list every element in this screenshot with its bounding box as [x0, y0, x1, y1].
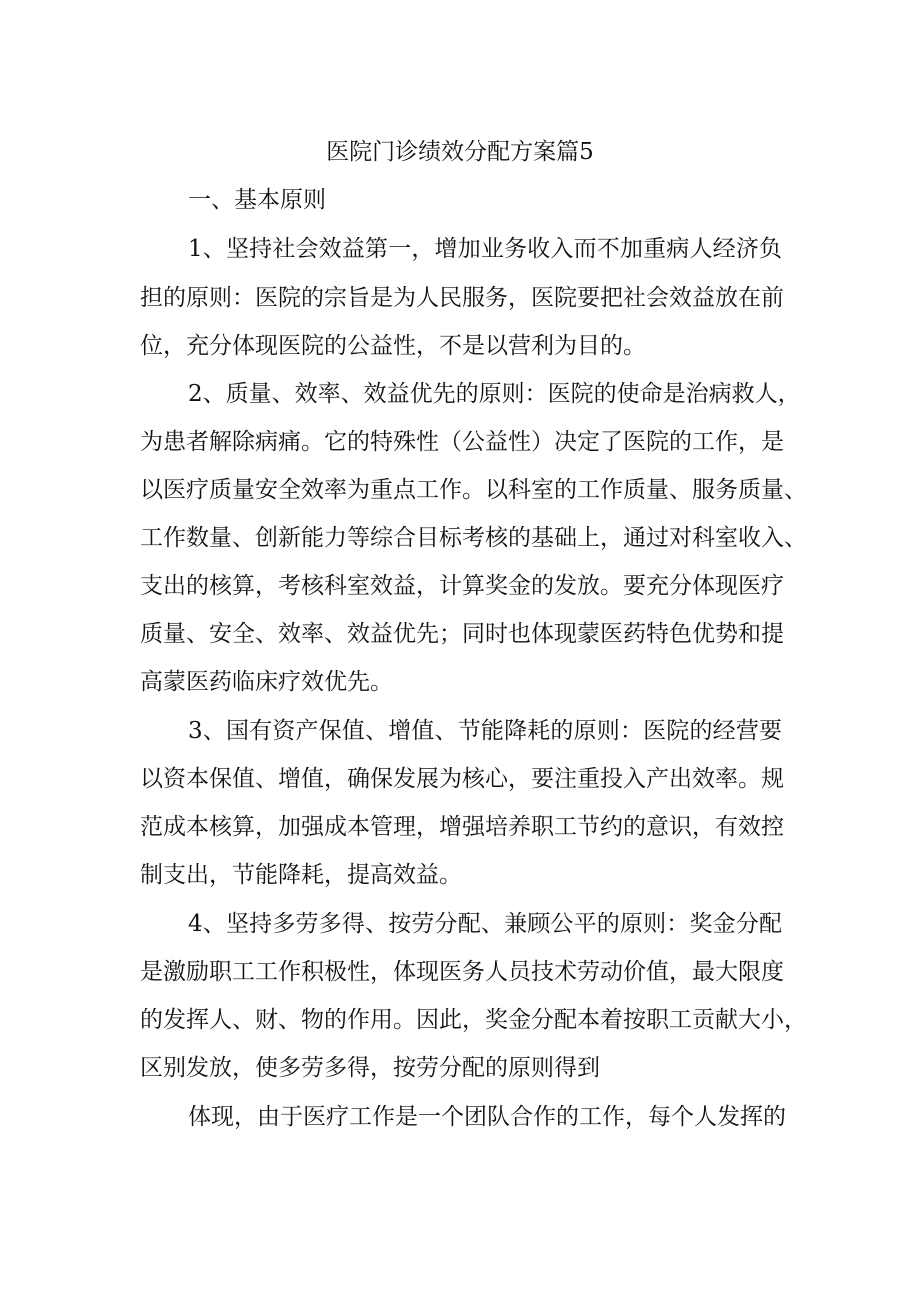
- paragraph-line: 位，充分体现医院的公益性，不是以营利为目的。: [140, 333, 646, 359]
- section-heading-basic-principles: 一、基本原则: [188, 187, 326, 213]
- paragraph-line: 1、坚持社会效益第一，增加业务收入而不加重病人经济负: [188, 236, 782, 262]
- paragraph-line: 质量、安全、效率、效益优先；同时也体现蒙医药特色优势和提: [140, 621, 784, 647]
- paragraph-line: 为患者解除病痛。它的特殊性（公益性）决定了医院的工作，是: [140, 429, 784, 455]
- paragraph-line: 的发挥人、财、物的作用。因此，奖金分配本着按职工贡献大小，: [140, 1007, 807, 1033]
- paragraph-line: 担的原则：医院的宗旨是为人民服务，医院要把社会效益放在前: [140, 285, 784, 311]
- paragraph-line: 区别发放，使多劳多得，按劳分配的原则得到: [140, 1055, 600, 1081]
- paragraph-line: 以资本保值、增值，确保发展为核心，要注重投入产出效率。规: [140, 766, 784, 792]
- paragraph-line: 体现，由于医疗工作是一个团队合作的工作，每个人发挥的: [188, 1104, 786, 1130]
- paragraph-line: 2、质量、效率、效益优先的原则：医院的使命是治病救人，: [188, 381, 801, 407]
- paragraph-line: 3、国有资产保值、增值、节能降耗的原则：医院的经营要: [188, 718, 782, 744]
- paragraph-line: 范成本核算，加强成本管理，增强培养职工节约的意识，有效控: [140, 814, 784, 840]
- paragraph-line: 4、坚持多劳多得、按劳分配、兼顾公平的原则：奖金分配: [188, 911, 782, 937]
- document-title: 医院门诊绩效分配方案篇5: [326, 139, 594, 165]
- paragraph-line: 是激励职工工作积极性，体现医务人员技术劳动价值，最大限度: [140, 959, 784, 985]
- paragraph-line: 高蒙医药临床疗效优先。: [140, 669, 393, 695]
- paragraph-line: 工作数量、创新能力等综合目标考核的基础上，通过对科室收入、: [140, 525, 807, 551]
- paragraph-line: 制支出，节能降耗，提高效益。: [140, 862, 462, 888]
- paragraph-line: 支出的核算，考核科室效益，计算奖金的发放。要充分体现医疗: [140, 573, 784, 599]
- paragraph-line: 以医疗质量安全效率为重点工作。以科室的工作质量、服务质量、: [140, 477, 807, 503]
